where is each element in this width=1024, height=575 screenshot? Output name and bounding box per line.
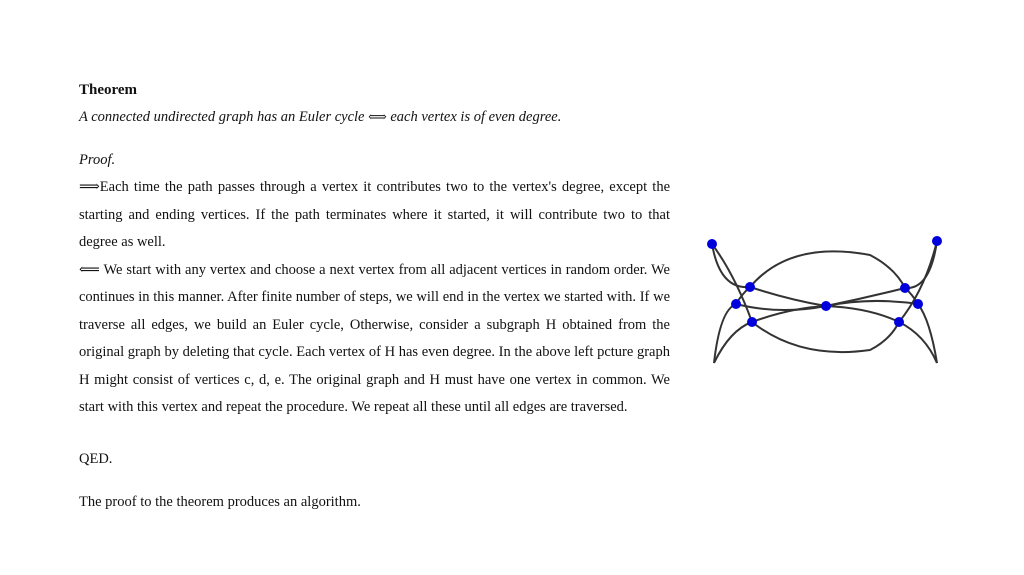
proof-label: Proof. [79,152,116,168]
proof-backward-paragraph: ⟸ We start with any vertex and choose a next vertex from all adjacent vertices in random order. We continues in this manner. After finite number of steps, we will end in the vertex we started with. If we traverse all edges, we build an Euler cycle, Otherwise, consider a subgraph H obtained from the original graph by deleting that cycle. Each vertex of H has even degree. In the above left pcture graph H might consist of vertices c, d, e. The original graph and H must have one vertex in common. We start with this vertex and repeat the procedure. We repeat all these until all edges are traversed. [79,261,670,415]
graph-vertex [913,299,923,309]
graph-figure [700,230,950,370]
graph-vertex [745,282,755,292]
graph-vertex [932,236,942,246]
graph-vertex [747,317,757,327]
qed: QED. [79,451,113,467]
theorem-title: Theorem [79,82,138,98]
graph-edge [712,241,937,288]
graph-edge [712,241,937,352]
theorem-statement [79,109,561,126]
proof-forward-paragraph: ⟹Each time the path passes through a vertex it contributes two to the vertex's degree, except the starting and ending vertices. If the path terminates where it started, it will contribute two to that degree as well. [79,179,670,250]
statement-right: each vertex is of even degree. [390,109,562,125]
graph-vertex [894,317,904,327]
proof-body [79,174,670,422]
statement-left: A connected undirected graph has an Euler cycle [79,109,365,125]
graph-vertex [707,239,717,249]
graph-vertex [731,299,741,309]
graph-vertex [900,283,910,293]
closing-sentence: The proof to the theorem produces an algorithm. [79,494,361,510]
iff-arrow: ⟺ [368,109,387,124]
graph-vertex [821,301,831,311]
